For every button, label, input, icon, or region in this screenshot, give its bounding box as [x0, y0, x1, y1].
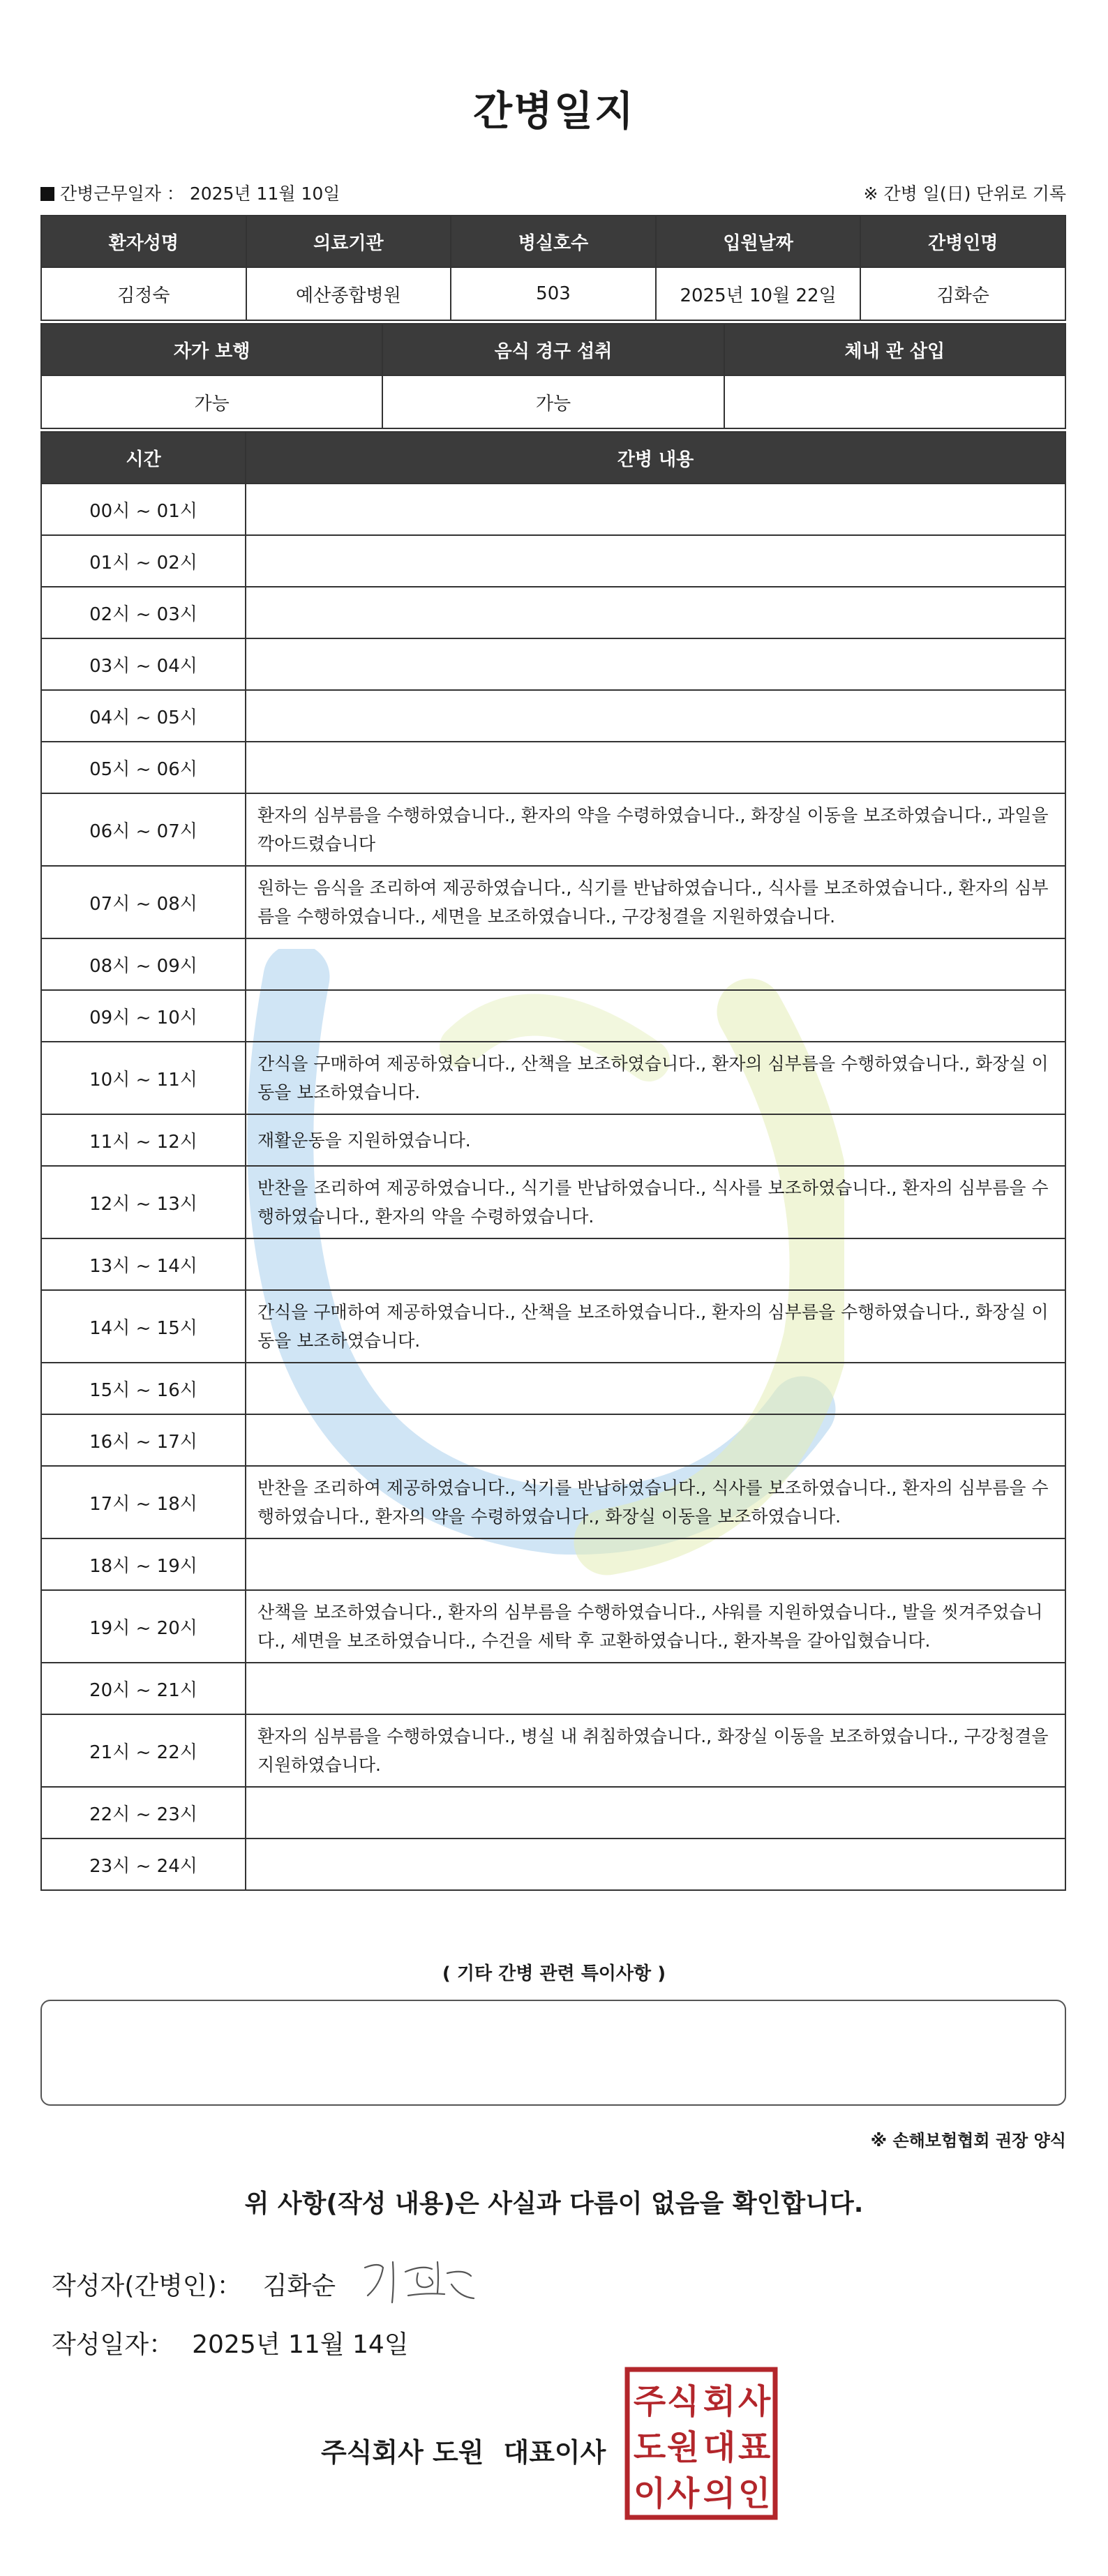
info-header: 의료기관: [246, 216, 451, 267]
svg-text:주: 주: [633, 2382, 666, 2421]
info-header: 입원날짜: [656, 216, 861, 267]
table-row: [41, 1363, 1065, 1414]
table-row: [41, 1042, 1065, 1114]
time-cell: 17시 ~ 18시: [41, 1466, 246, 1538]
content-cell: [246, 1663, 1065, 1714]
content-cell: [246, 690, 1065, 742]
table-row: [41, 1787, 1065, 1839]
time-cell: 08시 ~ 09시: [41, 938, 246, 990]
content-cell: [246, 1787, 1065, 1839]
time-cell: 20시 ~ 21시: [41, 1663, 246, 1714]
table-row: [41, 742, 1065, 793]
content-cell: 재활운동을 지원하였습니다.: [246, 1114, 1065, 1166]
content-cell: 원하는 음식을 조리하여 제공하였습니다., 식기를 반납하였습니다., 식사를 보조하였습니다., 환자의 심부름을 수행하였습니다., 세면을 보조하였습니다., 구강청결을 지원하였습니다.: [246, 866, 1065, 938]
table-row: [41, 1590, 1065, 1663]
work-date: [40, 180, 340, 205]
svg-text:도: 도: [633, 2428, 666, 2467]
time-cell: 09시 ~ 10시: [41, 990, 246, 1042]
table-row: [41, 1538, 1065, 1590]
square-bullet-icon: [40, 187, 54, 201]
content-cell: [246, 1839, 1065, 1890]
patient-info-table: [40, 215, 1066, 321]
patient-name: 김정숙: [41, 267, 246, 320]
svg-text:의: 의: [703, 2474, 736, 2513]
content-cell: 환자의 심부름을 수행하였습니다., 병실 내 취침하였습니다., 화장실 이동을 보조하였습니다., 구강청결을 지원하였습니다.: [246, 1714, 1065, 1787]
table-row: [41, 793, 1065, 866]
care-log-table: [40, 431, 1066, 1891]
time-cell: 21시 ~ 22시: [41, 1714, 246, 1787]
content-header: 간병 내용: [246, 432, 1065, 484]
table-row: [41, 535, 1065, 587]
time-cell: 06시 ~ 07시: [41, 793, 246, 866]
content-cell: [246, 938, 1065, 990]
table-row: [41, 1714, 1065, 1787]
content-cell: 반찬을 조리하여 제공하였습니다., 식기를 반납하였습니다., 식사를 보조하였습니다., 환자의 심부름을 수행하였습니다., 환자의 약을 수령하였습니다.: [246, 1166, 1065, 1238]
content-cell: [246, 1414, 1065, 1466]
table-row: [41, 587, 1065, 638]
time-cell: 07시 ~ 08시: [41, 866, 246, 938]
table-row: [41, 484, 1065, 535]
time-cell: 12시 ~ 13시: [41, 1166, 246, 1238]
time-cell: 22시 ~ 23시: [41, 1787, 246, 1839]
info-header: 간병인명: [860, 216, 1065, 267]
table-row: [41, 1466, 1065, 1538]
writer-label: 작성자(간병인)：: [52, 2272, 242, 2300]
content-cell: [246, 990, 1065, 1042]
time-cell: 13시 ~ 14시: [41, 1238, 246, 1290]
company-line: [321, 2431, 606, 2469]
svg-text:표: 표: [738, 2428, 771, 2467]
svg-text:원: 원: [666, 2428, 700, 2467]
hospital-name: 예산종합병원: [246, 267, 451, 320]
time-cell: 04시 ~ 05시: [41, 690, 246, 742]
content-cell: 간식을 구매하여 제공하였습니다., 산책을 보조하였습니다., 환자의 심부름을 수행하였습니다., 화장실 이동을 보조하였습니다.: [246, 1042, 1065, 1114]
tube-insertion-value: [724, 375, 1065, 428]
company-representative: 대표이사: [503, 2437, 606, 2468]
work-date-label: 간병근무일자 ：: [60, 184, 184, 204]
status-header: 자가 보행: [41, 324, 382, 375]
svg-text:대: 대: [703, 2428, 736, 2467]
extra-notes-box: [40, 2000, 1066, 2106]
room-number: 503: [451, 267, 656, 320]
svg-text:식: 식: [666, 2382, 700, 2421]
info-header: 환자성명: [41, 216, 246, 267]
content-cell: [246, 484, 1065, 535]
status-header: 음식 경구 섭취: [382, 324, 724, 375]
write-date-label: 작성일자：: [52, 2330, 174, 2359]
oral-intake-value: 가능: [382, 375, 724, 428]
time-cell: 10시 ~ 11시: [41, 1042, 246, 1114]
table-row: [41, 1166, 1065, 1238]
recommend-note: ※ 손해보험협회 권장 양식: [870, 2131, 1066, 2150]
time-cell: 16시 ~ 17시: [41, 1414, 246, 1466]
time-cell: 00시 ~ 01시: [41, 484, 246, 535]
writer-name: 김화순: [262, 2272, 336, 2300]
svg-text:사: 사: [666, 2474, 700, 2513]
time-header: 시간: [41, 432, 246, 484]
document-title: 간병일지: [472, 87, 636, 135]
company-name: 주식회사 도원: [321, 2437, 484, 2468]
table-row: [41, 638, 1065, 690]
svg-text:사: 사: [738, 2382, 771, 2421]
table-row: [41, 1114, 1065, 1166]
content-cell: 반찬을 조리하여 제공하였습니다., 식기를 반납하였습니다., 식사를 보조하였습니다., 환자의 심부름을 수행하였습니다., 환자의 약을 수령하였습니다., 화장실 이동을 보조하였습니다.: [246, 1466, 1065, 1538]
write-date-value: 2025년 11월 14일: [192, 2330, 409, 2359]
confirmation-statement: 위 사항(작성 내용)은 사실과 다름이 없음을 확인합니다.: [244, 2189, 864, 2218]
status-header: 체내 관 삽입: [724, 324, 1065, 375]
table-row: [41, 1839, 1065, 1890]
time-cell: 18시 ~ 19시: [41, 1538, 246, 1590]
time-cell: 14시 ~ 15시: [41, 1290, 246, 1363]
table-row: [41, 1414, 1065, 1466]
content-cell: [246, 587, 1065, 638]
extra-notes-title: ( 기타 간병 관련 특이사항 ): [442, 1963, 666, 1984]
write-date-line: [52, 2325, 409, 2360]
time-cell: 05시 ~ 06시: [41, 742, 246, 793]
self-walking-value: 가능: [41, 375, 382, 428]
unit-note: ※ 간병 일(日) 단위로 기록: [863, 184, 1066, 204]
time-cell: 15시 ~ 16시: [41, 1363, 246, 1414]
caregiver-name: 김화순: [860, 267, 1065, 320]
table-row: [41, 1663, 1065, 1714]
content-cell: 환자의 심부름을 수행하였습니다., 환자의 약을 수령하였습니다., 화장실 이동을 보조하였습니다., 과일을 깍아드렸습니다: [246, 793, 1065, 866]
writer-line: [52, 2266, 336, 2302]
time-cell: 11시 ~ 12시: [41, 1114, 246, 1166]
content-cell: [246, 535, 1065, 587]
time-cell: 23시 ~ 24시: [41, 1839, 246, 1890]
table-row: [41, 866, 1065, 938]
admission-date: 2025년 10월 22일: [656, 267, 861, 320]
time-cell: 02시 ~ 03시: [41, 587, 246, 638]
info-header: 병실호수: [451, 216, 656, 267]
table-row: [41, 1238, 1065, 1290]
svg-text:인: 인: [738, 2474, 771, 2513]
content-cell: [246, 1238, 1065, 1290]
time-cell: 03시 ~ 04시: [41, 638, 246, 690]
table-row: [41, 690, 1065, 742]
content-cell: 간식을 구매하여 제공하였습니다., 산책을 보조하였습니다., 환자의 심부름을 수행하였습니다., 화장실 이동을 보조하였습니다.: [246, 1290, 1065, 1363]
content-cell: [246, 638, 1065, 690]
table-row: [41, 990, 1065, 1042]
content-cell: [246, 742, 1065, 793]
svg-text:회: 회: [703, 2382, 736, 2421]
content-cell: [246, 1363, 1065, 1414]
work-date-value: 2025년 11월 10일: [189, 184, 340, 204]
time-cell: 01시 ~ 02시: [41, 535, 246, 587]
handwritten-signature: [359, 2252, 478, 2315]
content-cell: [246, 1538, 1065, 1590]
patient-status-table: [40, 323, 1066, 429]
table-row: [41, 1290, 1065, 1363]
content-cell: 산책을 보조하였습니다., 환자의 심부름을 수행하였습니다., 샤워를 지원하였습니다., 발을 씻겨주었습니다., 세면을 보조하였습니다., 수건을 세탁 후 교환하였습니다., 환자복을 갈아입혔습니다.: [246, 1590, 1065, 1663]
table-row: [41, 938, 1065, 990]
company-seal: [624, 2367, 778, 2520]
time-cell: 19시 ~ 20시: [41, 1590, 246, 1663]
svg-text:이: 이: [633, 2474, 666, 2513]
